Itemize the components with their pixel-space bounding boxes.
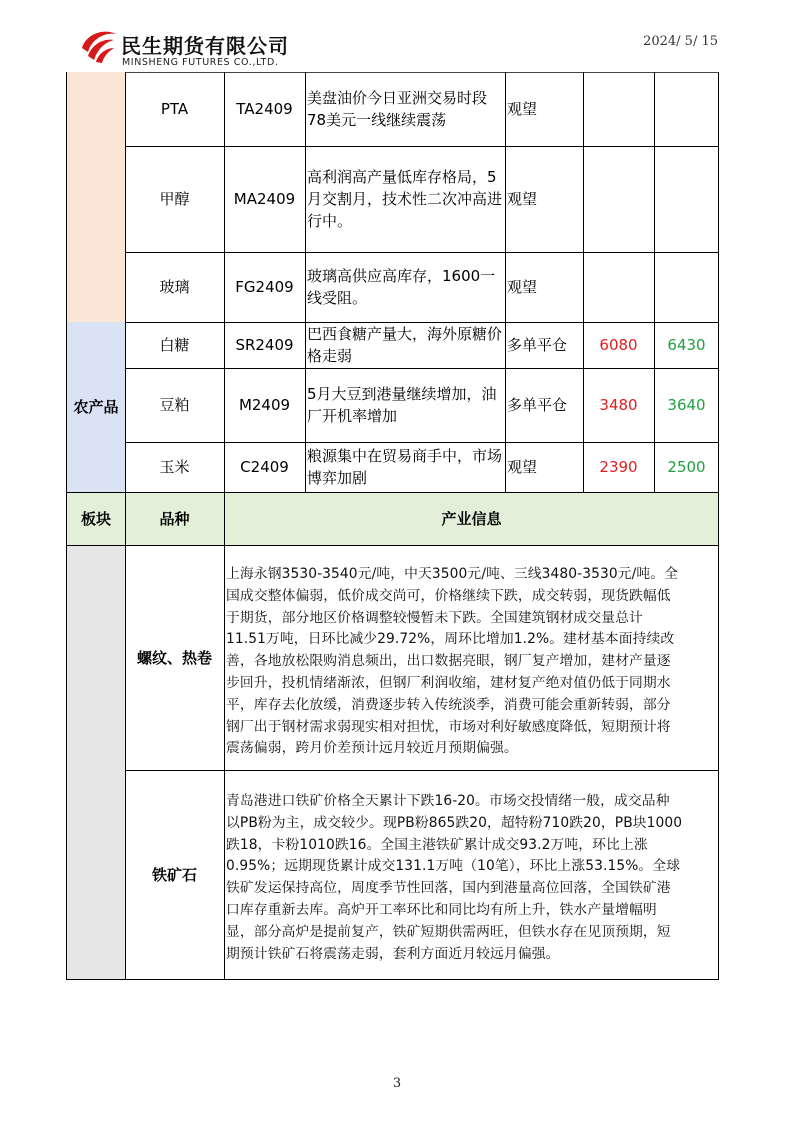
table-grid-line bbox=[66, 72, 67, 492]
table-row-view: 5月大豆到港量继续增加，油厂开机率增加 bbox=[307, 385, 497, 425]
chemical-section-cell bbox=[67, 72, 125, 322]
header-info: 产业信息 bbox=[224, 493, 719, 545]
table-row-strategy: 多单平仓 bbox=[507, 396, 568, 414]
table-grid-line bbox=[505, 72, 506, 492]
table-grid-line bbox=[66, 979, 719, 980]
agri-section-cell bbox=[67, 322, 125, 492]
agri-section-label: 农产品 bbox=[73, 398, 119, 416]
table-grid-line bbox=[718, 492, 719, 980]
table-grid-line bbox=[125, 770, 719, 771]
table-row-contract: M2409 bbox=[238, 396, 291, 414]
table-row-view: 巴西食糖产量大，海外原糖价格走弱 bbox=[307, 325, 503, 365]
minsheng-logo-icon bbox=[78, 26, 118, 64]
table-row-price-high: 3640 bbox=[667, 396, 706, 414]
table-grid-line bbox=[224, 492, 225, 980]
table-row-strategy: 观望 bbox=[507, 190, 538, 208]
table-row-view: 美盘油价今日亚洲交易时段78美元一线继续震荡 bbox=[307, 89, 488, 129]
company-name-en: MINSHENG FUTURES CO.,LTD. bbox=[122, 57, 279, 68]
table-row-variety: 白糖 bbox=[159, 336, 190, 354]
header-sector: 板块 bbox=[67, 493, 125, 545]
table-row-price-low: 3480 bbox=[599, 396, 638, 414]
table-row-variety: PTA bbox=[160, 100, 189, 118]
table-row-variety: 铁矿石 bbox=[151, 866, 197, 884]
industry-info-text: 青岛港进口铁矿价格全天累计下跌16-20。市场交投情绪一般，成交品种 以PB粉为主，成交较少。现PB粉865跌20，超特粉710跌20，PB块1000 跌18，卡粉1010跌16。全国主港铁矿累计成交93.2万吨，环比上涨 0.95%；远期现货累计成交131.1万吨（10笔），环比上涨53.15%。全球 铁矿发运保持高位，周度季节性回落，国内到港量高位回落，全国铁矿港 口库存重新去库。高炉开工率环比和同比均有所上升，铁水产量增幅明 显，部分高炉是提前复产，铁矿短期供需两旺，但铁水存在见顶预期，短 期预计铁矿石将震荡走弱，套利方面近月较远月偏强。 bbox=[226, 793, 683, 962]
table-grid-line bbox=[125, 72, 126, 492]
table-row-contract: MA2409 bbox=[233, 190, 296, 208]
report-date: 2024/ 5/ 15 bbox=[643, 34, 718, 49]
table-grid-line bbox=[583, 72, 584, 492]
table-row-price-high: 2500 bbox=[667, 458, 706, 476]
table-row-price-high: 6430 bbox=[667, 336, 706, 354]
table-grid-line bbox=[718, 72, 719, 492]
industry-sector-cell bbox=[67, 546, 125, 979]
company-name-cn: 民生期货有限公司 bbox=[121, 34, 289, 58]
table-row-variety: 甲醇 bbox=[159, 190, 190, 208]
table-row-contract: SR2409 bbox=[235, 336, 294, 354]
table-grid-line bbox=[125, 492, 126, 980]
table-grid-line bbox=[66, 545, 719, 546]
table-grid-line bbox=[125, 252, 719, 253]
table-grid-line bbox=[125, 442, 719, 443]
table-row-view: 高利润高产量低库存格局，5月交割月，技术性二次冲高进行中。 bbox=[307, 168, 503, 230]
table-row-price-low: 6080 bbox=[599, 336, 638, 354]
table-row-variety: 豆粕 bbox=[159, 396, 190, 414]
table-row-strategy: 观望 bbox=[507, 100, 538, 118]
table-grid-line bbox=[125, 322, 719, 323]
table-row-contract: TA2409 bbox=[236, 100, 293, 118]
table-row-strategy: 观望 bbox=[507, 458, 538, 476]
table-row-strategy: 观望 bbox=[507, 278, 538, 296]
table-row-variety: 玻璃 bbox=[159, 278, 190, 296]
page-number: 3 bbox=[392, 1076, 402, 1091]
table-grid-line bbox=[224, 72, 225, 492]
industry-info-text: 上海永钢3530-3540元/吨，中天3500元/吨、三线3480-3530元/吨。全 国成交整体偏弱，低价成交尚可，价格继续下跌，成交转弱，现货跌幅低 于期货，部分地区价格调整较慢暂未下跌。全国建筑钢材成交量总计 11.51万吨，日环比减少29.72%，周环比增加1.2%。建材基本面持续改 善，各地放松限购消息频出，出口数据亮眼，钢厂复产增加，建材产量逐 步回升，投机情绪渐浓，但钢厂利润收缩，建材复产绝对值仍低于同期水 平，库存去化放缓，消费逐步转入传统淡季，消费可能会重新转弱，部分 钢厂出于钢材需求弱现实相对担忧，市场对利好敏感度降低，短期预计将 震荡偏弱，跨月价差预计远月较近月预期偏强。 bbox=[226, 566, 679, 757]
table-row-view: 粮源集中在贸易商手中，市场博弈加剧 bbox=[307, 447, 503, 487]
table-grid-line bbox=[125, 146, 719, 147]
table-row-contract: FG2409 bbox=[235, 278, 294, 296]
table-grid-line bbox=[305, 72, 306, 492]
table-grid-line bbox=[66, 492, 67, 980]
table-grid-line bbox=[125, 368, 719, 369]
table-row-variety: 螺纹、热卷 bbox=[136, 649, 212, 667]
table-row-price-low: 2390 bbox=[599, 458, 638, 476]
table-row-view: 玻璃高供应高库存，1600一线受阻。 bbox=[307, 267, 496, 307]
page-header bbox=[0, 0, 794, 72]
header-variety: 品种 bbox=[125, 493, 224, 545]
table-row-contract: C2409 bbox=[240, 458, 289, 476]
table-row-strategy: 多单平仓 bbox=[507, 336, 568, 354]
table-grid-line bbox=[654, 72, 655, 492]
table-row-variety: 玉米 bbox=[159, 458, 190, 476]
